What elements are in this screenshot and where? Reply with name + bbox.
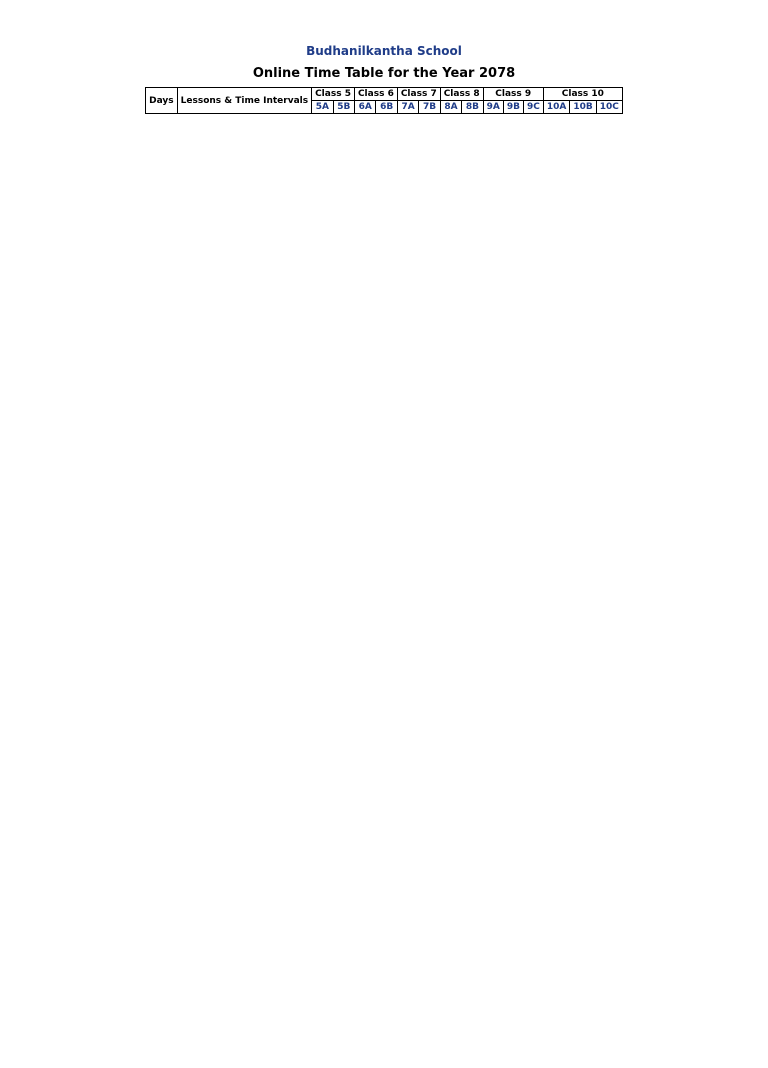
section-header: 7A	[397, 101, 418, 114]
section-header: 9C	[523, 101, 543, 114]
class-group-header: Class 8	[440, 88, 483, 101]
school-name: Budhanilkantha School	[306, 44, 462, 58]
class-group-header: Class 5	[312, 88, 355, 101]
section-header: 10B	[570, 101, 596, 114]
section-header: 9A	[483, 101, 503, 114]
section-header: 8A	[440, 101, 461, 114]
section-header: 7B	[419, 101, 440, 114]
lessons-header: Lessons & Time Intervals	[177, 88, 311, 114]
section-header: 10A	[543, 101, 570, 114]
page-title: Online Time Table for the Year 2078	[252, 66, 516, 81]
class-group-header: Class 7	[397, 88, 440, 101]
section-header: 5B	[333, 101, 354, 114]
timetable	[145, 87, 623, 114]
days-header: Days	[146, 88, 178, 114]
class-group-header: Class 10	[543, 88, 622, 101]
section-header: 9B	[503, 101, 523, 114]
class-group-header: Class 6	[354, 88, 397, 101]
class-group-row	[146, 88, 623, 101]
section-header: 10C	[596, 101, 622, 114]
section-header: 6B	[376, 101, 397, 114]
section-header: 5A	[312, 101, 333, 114]
section-header: 6A	[354, 101, 375, 114]
section-header: 8B	[462, 101, 483, 114]
class-group-header: Class 9	[483, 88, 543, 101]
